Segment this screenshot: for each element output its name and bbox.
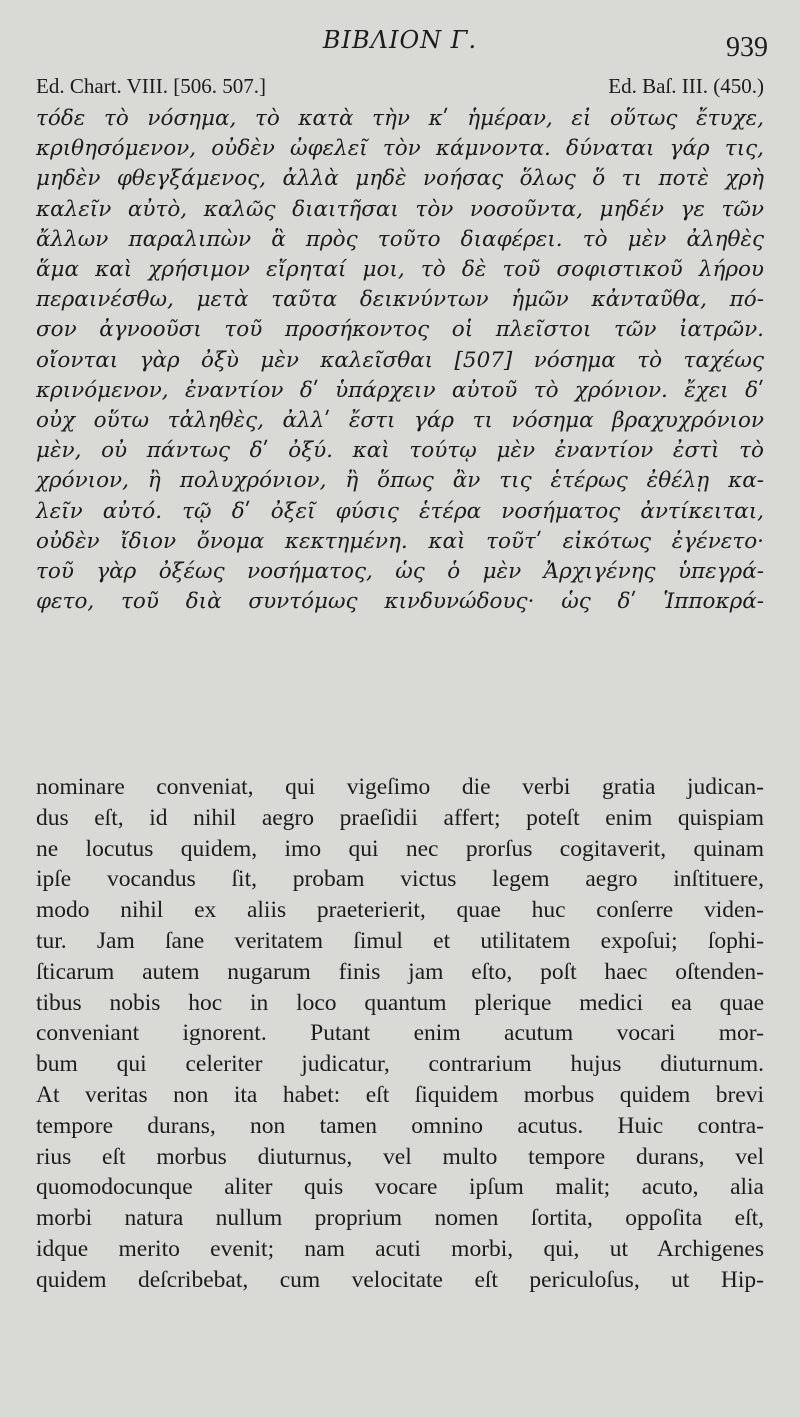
greek-line: τοῦ γὰρ ὀξέως νοσήματος, ὡς ὁ μὲν Ἀρχιγένης ὑπεγρά- bbox=[36, 559, 764, 585]
latin-line: At veritas non ita habet: eſt ſiquidem morbus quidem brevi bbox=[36, 1081, 764, 1108]
greek-line: μὲν, οὐ πάντως δʹ ὀξύ. καὶ τούτῳ μὲν ἐναντίον ἐστὶ τὸ bbox=[36, 438, 764, 464]
latin-line: tur. Jam ſane veritatem ſimul et utilitatem expoſui; ſophi- bbox=[36, 927, 764, 954]
greek-line: περαινέσθω, μετὰ ταῦτα δεικνύντων ἡμῶν κἀνταῦθα, πό- bbox=[36, 287, 764, 313]
greek-line: λεῖν αὐτό. τῷ δʹ ὀξεῖ φύσις ἑτέρα νοσήματος ἀντίκειται, bbox=[36, 498, 764, 524]
page-number: 939 bbox=[726, 32, 768, 63]
latin-line: ne locutus quidem, imo qui nec prorſus cogitaverit, quinam bbox=[36, 835, 764, 862]
greek-line: οὐχ οὕτω τἀληθὲς, ἀλλʹ ἔστι γάρ τι νόσημα βραχυχρόνιον bbox=[36, 408, 764, 434]
latin-line: tibus nobis hoc in loco quantum plerique medici ea quae bbox=[36, 989, 764, 1016]
latin-line: quomodocunque aliter quis vocare ipſum malit; acuto, alia bbox=[36, 1174, 764, 1201]
greek-line: μηδὲν φθεγξάμενος, ἀλλὰ μηδὲ νοήσας ὅλως ὅ τι ποτὲ χρὴ bbox=[36, 166, 764, 192]
latin-line: nominare conveniat, qui vigeſimo die verbi gratia judican- bbox=[36, 774, 764, 800]
greek-line: ἅμα καὶ χρήσιμον εἴρηταί μοι, τὸ δὲ τοῦ σοφιστικοῦ λήρου bbox=[36, 257, 764, 283]
latin-line: ipſe vocandus ſit, probam victus legem aegro inſtituere, bbox=[36, 866, 764, 893]
latin-text-block bbox=[36, 772, 764, 1296]
latin-line: bum qui celeriter judicatur, contrarium hujus diuturnum. bbox=[36, 1051, 764, 1078]
latin-line: ſticarum autem nugarum finis jam eſto, poſt haec oſtenden- bbox=[36, 958, 764, 985]
greek-line: σον ἀγνοοῦσι τοῦ προσήκοντος οἱ πλεῖστοι τῶν ἰατρῶν. bbox=[36, 317, 764, 343]
greek-line: ἄλλων παραλιπὼν ἃ πρὸς τοῦτο διαφέρει. τὸ μὲν ἀληθὲς bbox=[36, 226, 764, 252]
edition-reference-basel: Ed. Baſ. III. (450.) bbox=[608, 74, 764, 98]
latin-line: morbi natura nullum proprium nomen ſortita, oppoſita eſt, bbox=[36, 1205, 764, 1232]
running-title: BIBΛΙΟΝ Γ. bbox=[322, 26, 478, 54]
greek-line: καλεῖν αὐτὸ, καλῶς διαιτῆσαι τὸν νοσοῦντα, μηδέν γε τῶν bbox=[36, 196, 764, 222]
greek-line: τόδε τὸ νόσημα, τὸ κατὰ τὴν κʹ ἡμέραν, εἰ οὕτως ἔτυχε, bbox=[36, 106, 764, 131]
greek-line: φετο, τοῦ διὰ συντόμως κινδυνώδους· ὡς δʹ Ἱπποκρά- bbox=[36, 589, 764, 615]
latin-line: idque merito evenit; nam acuti morbi, qui, ut Archigenes bbox=[36, 1235, 764, 1262]
greek-line: χρόνιον, ἢ πολυχρόνιον, ἢ ὅπως ἂν τις ἑτέρως ἐθέλῃ κα- bbox=[36, 468, 764, 494]
latin-line: modo nihil ex aliis praeterierit, quae huc conſerre viden- bbox=[36, 897, 764, 924]
latin-line: dus eſt, id nihil aegro praeſidii affert; poteſt enim quispiam bbox=[36, 804, 764, 831]
greek-line: κριθησόμενον, οὐδὲν ὠφελεῖ τὸν κάμνοντα. δύναται γάρ τις, bbox=[36, 136, 764, 162]
greek-line: οἴονται γὰρ ὀξὺ μὲν καλεῖσθαι [507] νόσημα τὸ ταχέως bbox=[36, 347, 764, 373]
edition-reference-chartier: Ed. Chart. VIII. [506. 507.] bbox=[36, 74, 266, 98]
latin-line: conveniant ignorent. Putant enim acutum vocari mor- bbox=[36, 1020, 764, 1047]
latin-line: rius eſt morbus diuturnus, vel multo tempore durans, vel bbox=[36, 1143, 764, 1170]
latin-line: quidem deſcribebat, cum velocitate eſt periculoſus, ut Hip- bbox=[36, 1266, 764, 1293]
greek-text-block bbox=[36, 104, 764, 617]
greek-line: οὐδὲν ἴδιον ὄνομα κεκτημένη. καὶ τοῦτʹ εἰκότως ἐγένετο· bbox=[36, 528, 764, 554]
latin-line: tempore durans, non tamen omnino acutus. Huic contra- bbox=[36, 1112, 764, 1139]
greek-line: κρινόμενον, ἐναντίον δʹ ὑπάρχειν αὐτοῦ τὸ χρόνιον. ἔχει δʹ bbox=[36, 377, 764, 403]
